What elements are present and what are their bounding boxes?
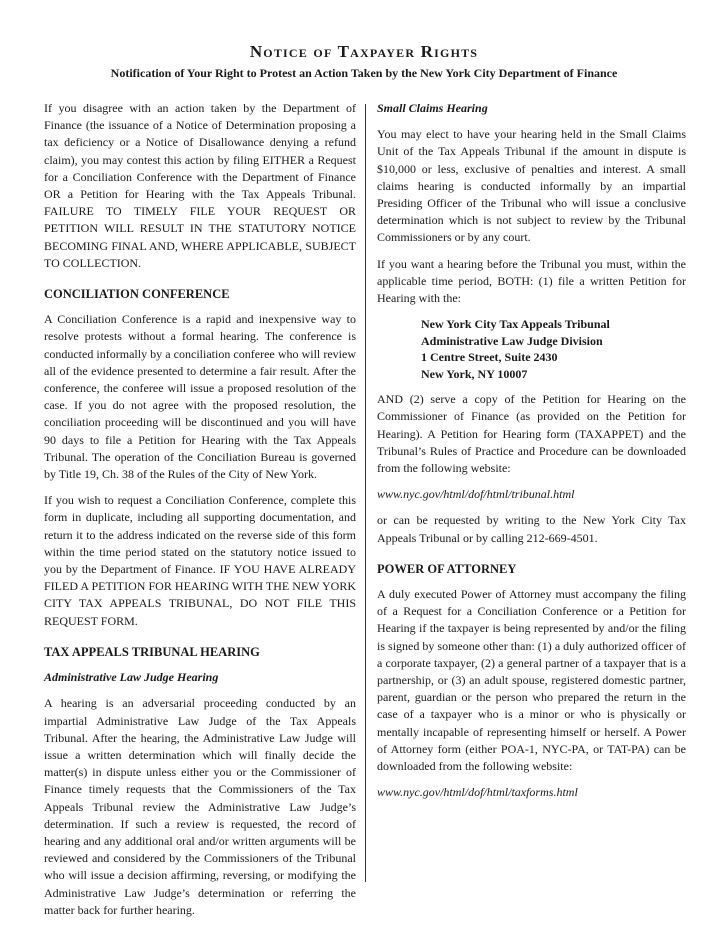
right-column [377,100,686,811]
conciliation-paragraph-1: A Conciliation Conference is a rapid and inexpensive way to resolve protests without a formal hearing. The conference is conducted informally by a conciliation conferee who will review all of the evidence presented to determine a fair result. After the conference, the conferee will issue a proposed resolution of the case. If you do not agree with the proposed resolution, the conciliation proceeding will be discontinued and you will have 90 days to file a Petition for Hearing with the Tax Appeals Tribunal. The operation of the Conciliation Bureau is governed by Title 19, Ch. 38 of the Rules of the City of New York. [44,312,356,482]
address-line: 1 Centre Street, Suite 2430 [421,350,558,365]
address-line: New York, NY 10007 [421,366,528,381]
and-paragraph: AND (2) serve a copy of the Petition for Hearing on the Commissioner of Finance (as provided on the Petition for Hearing). A Petition for Hearing form (TAXAPPET) and the Tribunal’s Rules of Practice and Procedure can be downloaded from the following website: [377,392,686,476]
alj-paragraph: A hearing is an adversarial proceeding conducted by an impartial Administrative Law Judge of the Tax Appeals Tribunal. After the hearing, the Administrative Law Judge will issue a written determination which will finally decide the matter(s) in dispute unless either you or the Commissioner of Finance timely requests that the Commissioners of the Tax Appeals Tribunal review the Administrative Law Judge’s determination. If such a review is requested, the record of hearing and any additional oral and/or written arguments will be reviewed and considered by the Commissioners of the Tribunal who will issue a decision affirming, reversing, or modifying the Administrative Law Judge’s determination or referring the matter back for further hearing. [44,696,356,917]
address-line: New York City Tax Appeals Tribunal [421,317,610,332]
power-of-attorney-heading: POWER OF ATTORNEY [377,561,517,576]
conciliation-paragraph-2: If you wish to request a Conciliation Conference, complete this form in duplicate, including all supporting documentation, and return it to the address indicated on the reverse side of this form within the time period stated on the statutory notice issued to you by the Department of Finance. IF YOU HAVE ALREADY FILED A PETITION FOR HEARING WITH THE NEW YORK CITY TAX APPEALS TRIBUNAL, DO NOT FILE THIS REQUEST FORM. [44,493,356,628]
small-claims-paragraph: You may elect to have your hearing held in the Small Claims Unit of the Tax Appeals Tribunal if the amount in dispute is $10,000 or less, exclusive of penalties and interest. A small claims hearing is conducted informally by an impartial Presiding Officer of the Tribunal who will issue a conclusive determination which is not subject to review by the Tribunal Commissioners or by any court. [377,127,686,245]
left-column [44,100,356,928]
conciliation-heading: CONCILIATION CONFERENCE [44,287,230,302]
request-paragraph: or can be requested by writing to the New York City Tax Appeals Tribunal or by calling 212-669-4501. [377,513,686,545]
taxforms-url-link[interactable]: www.nyc.gov/html/dof/html/taxforms.html [377,785,578,800]
tribunal-url-link[interactable]: www.nyc.gov/html/dof/html/tribunal.html [377,487,575,502]
hearing-intro-paragraph: If you want a hearing before the Tribunal you must, within the applicable time period, BOTH: (1) file a written Petition for Hearing with the: [377,256,686,306]
address-line: Administrative Law Judge Division [421,333,603,348]
column-divider [365,104,366,882]
page-subtitle: Notification of Your Right to Protest an Action Taken by the New York City Department of Finance [110,66,618,80]
tribunal-address [421,316,686,382]
power-of-attorney-paragraph: A duly executed Power of Attorney must accompany the filing of a Request for a Conciliation Conference or a Petition for Hearing if the taxpayer is being represented by and/or the filing is signed by someone other than: (1) a duly authorized officer of a corporate taxpayer, (2) a general partner of a taxpayer that is a partnership, or (3) an adult spouse, registered domestic partner, parent, guardian or the person who prepared the return in the case of a taxpayer who is a minor or who is physically or mentally incapable of representing himself or herself. A Power of Attorney form (either POA-1, NYC-PA, or TAT-PA) can be downloaded from the following website: [377,587,686,774]
alj-subheading: Administrative Law Judge Hearing [44,670,219,685]
small-claims-subheading: Small Claims Hearing [377,101,488,115]
tribunal-heading: TAX APPEALS TRIBUNAL HEARING [44,644,260,659]
page-title: Notice of Taxpayer Rights [249,42,479,61]
intro-paragraph: If you disagree with an action taken by the Department of Finance (the issuance of a Notice of Determination proposing a tax deficiency or a Notice of Disallowance denying a refund claim), you may contest this action by filing EITHER a Request for a Conciliation Conference with the Department of Finance OR a Petition for Hearing with the Tax Appeals Tribunal. FAILURE TO TIMELY FILE YOUR REQUEST OR PETITION WILL RESULT IN THE STATUTORY NOTICE BECOMING FINAL AND, WHERE APPLICABLE, SUBJECT TO COLLECTION. [44,101,356,270]
